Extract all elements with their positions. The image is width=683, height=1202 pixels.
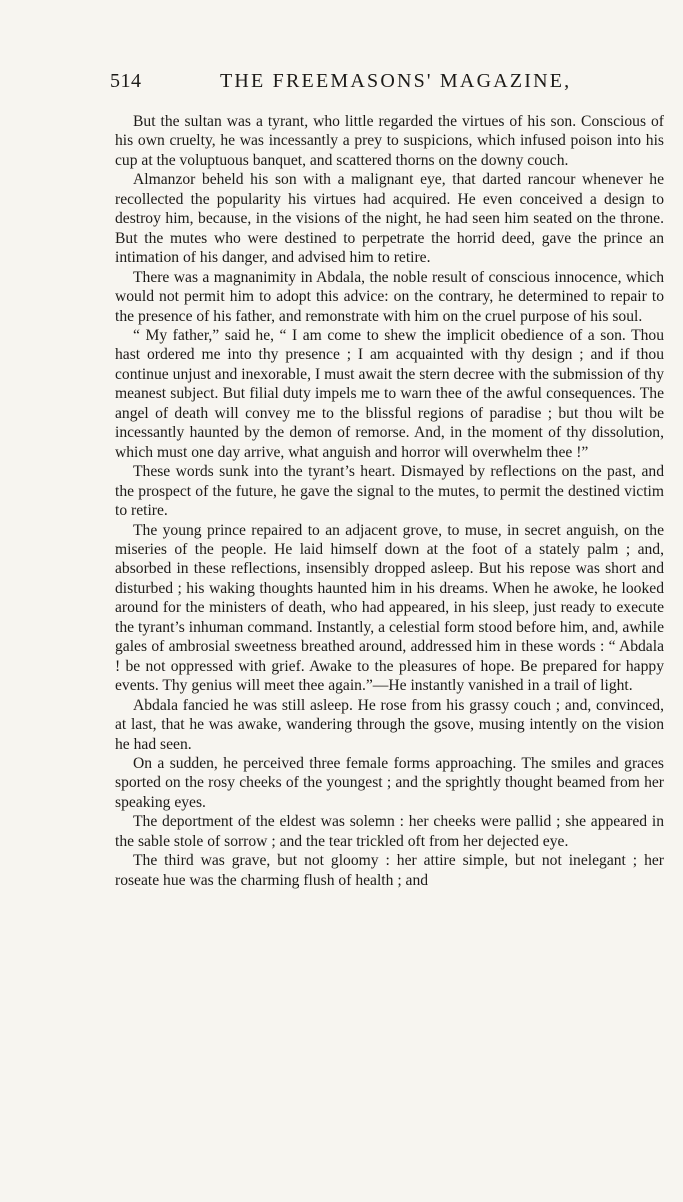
paragraph: These words sunk into the tyrant’s heart. Dismayed by reflections on the past, and the prospect of the future, he gave the signal to the mutes, to permit the destined victim to retire. (115, 463, 664, 520)
paragraph: But the sultan was a tyrant, who little regarded the virtues of his son. Conscious of his own cruelty, he was incessantly a prey to suspicions, which infused poison into his cup at the voluptuous banquet, and scattered thorns on the downy couch. (115, 113, 664, 169)
running-head (110, 70, 670, 98)
body-text (115, 112, 664, 890)
page-number: 514 (110, 70, 142, 92)
journal-title: THE FREEMASONS' MAGAZINE, (220, 70, 572, 92)
paragraph: The deportment of the eldest was solemn : her cheeks were pallid ; she appeared in the sable stole of sorrow ; and the tear trickled oft from her dejected eye. (115, 813, 664, 850)
paragraph: Almanzor beheld his son with a malignant eye, that darted rancour whenever he recollected the popularity his virtues had acquired. He even conceived a design to destroy him, because, in the visions of the night, he had seen him seated on the throne. But the mutes who were destined to perpetrate the horrid deed, gave the prince an intimation of his danger, and advised him to retire. (115, 171, 664, 267)
paragraph: Abdala fancied he was still asleep. He rose from his grassy couch ; and, convinced, at last, that he was awake, wandering through the gsove, musing intently on the vision he had seen. (115, 696, 664, 753)
paragraph: The third was grave, but not gloomy : her attire simple, but not inelegant ; her roseate hue was the charming flush of health ; and (115, 852, 664, 889)
paragraph: The young prince repaired to an adjacent grove, to muse, in secret anguish, on the miseries of the people. He laid himself down at the foot of a stately palm ; and, absorbed in these reflections, insensibly dropped asleep. But his repose was short and disturbed ; his waking thoughts haunted him in his dreams. When he awoke, he looked around for the ministers of death, who had appeared, in his sleep, just ready to execute the tyrant’s inhuman command. Instantly, a celestial form stood before him, and, awhile gales of ambrosial sweetness breathed around, addressed him in these words : “ Abdala ! be not oppressed with grief. Awake to the pleasures of hope. Be prepared for happy events. Thy genius will meet thee again.”—He instantly vanished in a trail of light. (115, 521, 664, 695)
paragraph: “ My father,” said he, “ I am come to shew the implicit obedience of a son. Thou hast ordered me into thy presence ; I am acquainted with thy design ; and if thou continue unjust and inexorable, I must await the stern decree with the submission of thy meanest subject. But filial duty impels me to warn thee of the awful consequences. The angel of death will convey me to the blissful regions of paradise ; but thou wilt be incessantly haunted by the demon of remorse. And, in the moment of thy dissolution, which must one day arrive, what anguish and horror will overwhelm thee !” (115, 326, 664, 461)
paragraph: There was a magnanimity in Abdala, the noble result of conscious innocence, which would not permit him to adopt this advice: on the contrary, he determined to repair to the presence of his father, and remonstrate with him on the cruel purpose of his soul. (115, 268, 664, 325)
paragraph: On a sudden, he perceived three female forms approaching. The smiles and graces sported on the rosy cheeks of the youngest ; and the sprightly thought beamed from her speaking eyes. (115, 754, 664, 811)
